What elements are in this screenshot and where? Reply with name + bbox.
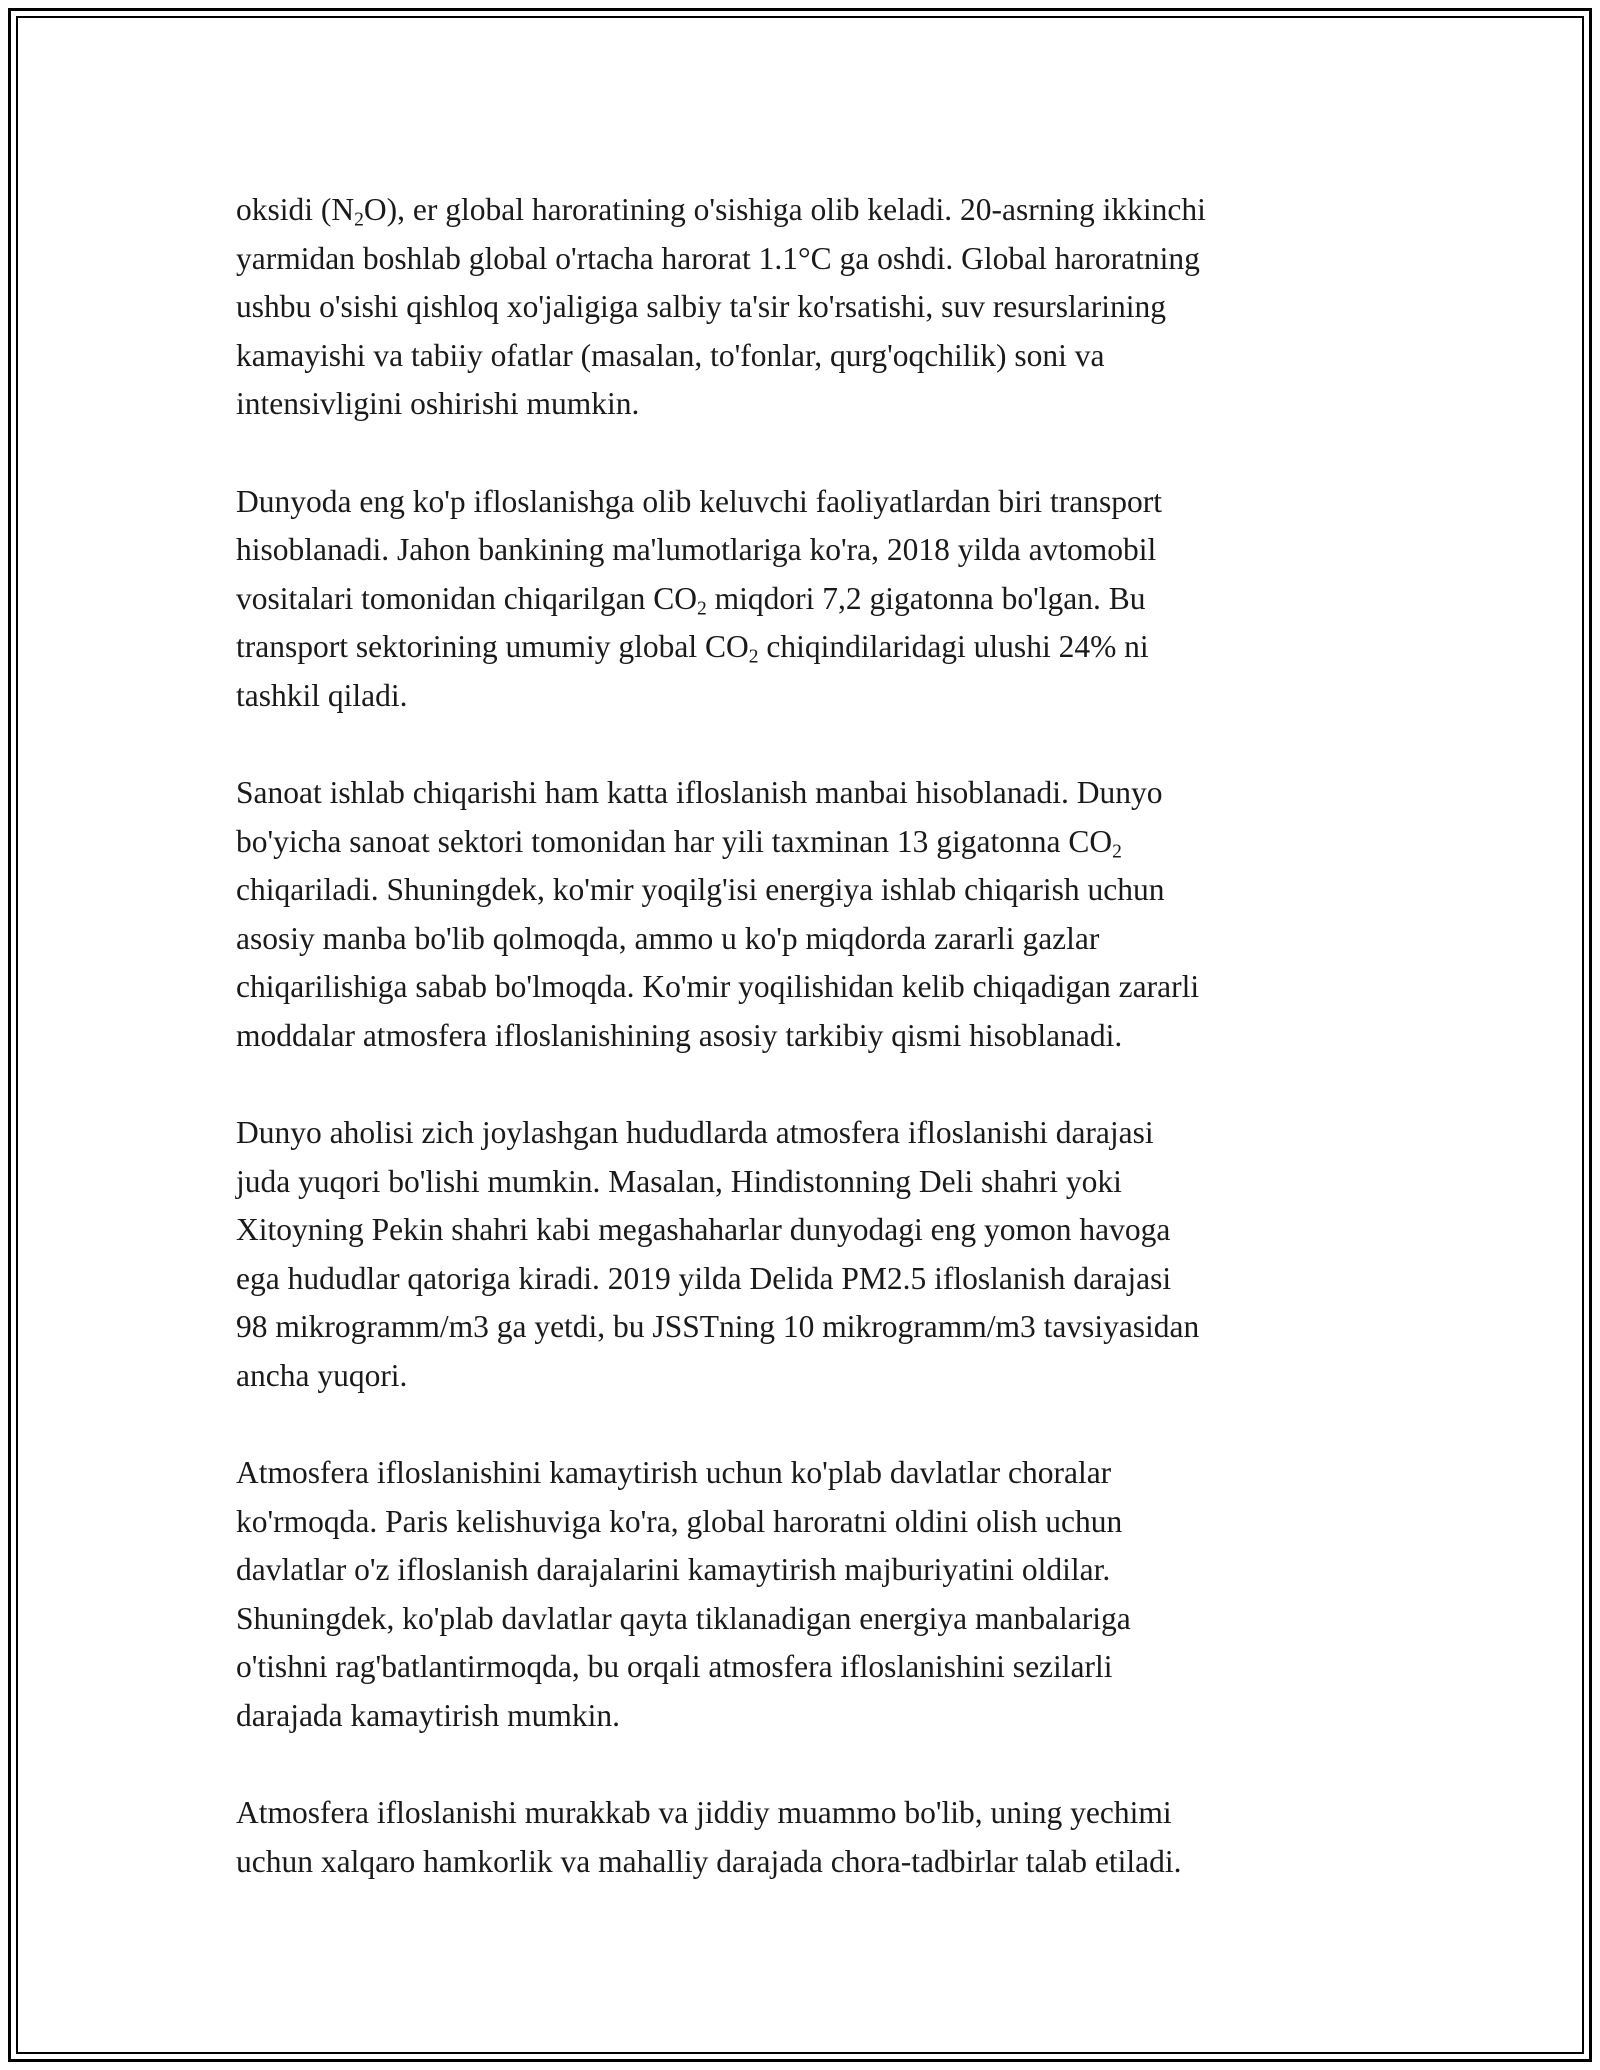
text-segment: Atmosfera ifloslanishini kamaytirish uchun ko'plab davlatlar choralar [236,1455,1112,1490]
subscript: 2 [1112,840,1122,862]
text-line [236,235,1376,284]
text-segment: Dunyoda eng ko'p ifloslanishga olib keluvchi faoliyatlardan biri transport [236,483,1162,519]
text-segment: darajada kamaytirish mumkin. [236,1697,621,1733]
text-segment: chiqarilishiga sabab bo'lmoqda. Ko'mir yoqilishidan kelib chiqadigan zararli [236,969,1200,1004]
text-line [236,526,1376,575]
text-line [236,332,1376,381]
text-segment: Dunyo aholisi zich joylashgan hududlarda atmosfera ifloslanishi darajasi [236,1115,1154,1150]
text-segment: kamayishi va tabiiy ofatlar (masalan, to'fonlar, qurg'oqchilik) soni va [236,337,1105,373]
text-line [236,1255,1376,1304]
text-line [236,1498,1376,1547]
text-segment: transport sektorining umumiy global CO [236,629,749,664]
text-segment: bo'yicha sanoat sektori tomonidan har yili taxminan 13 gigatonna CO [236,823,1113,859]
text-segment: ushbu o'sishi qishloq xo'jaligiga salbiy ta'sir ko'rsatishi, suv resurslarining [236,289,1167,324]
paragraph-3 [236,769,1376,1060]
text-line [236,575,1376,624]
text-line [236,672,1376,721]
text-line [236,1352,1376,1401]
document-body [236,186,1376,1935]
text-line [236,1012,1376,1061]
text-segment: chiqariladi. Shuningdek, ko'mir yoqilg'isi energiya ishlab chiqarish uchun [236,872,1165,907]
text-line [236,623,1376,672]
paragraph-6 [236,1789,1376,1886]
text-line [236,1206,1376,1255]
text-line [236,1692,1376,1741]
text-segment: Atmosfera ifloslanishi murakkab va jiddiy muammo bo'lib, uning yechimi [236,1795,1172,1830]
text-segment: vositalari tomonidan chiqarilgan CO [236,580,698,616]
text-line [236,1109,1376,1158]
text-segment: moddalar atmosfera ifloslanishining asosiy tarkibiy qismi hisoblanadi. [236,1017,1123,1053]
text-line [236,1546,1376,1595]
text-segment: o'tishni rag'batlantirmoqda, bu orqali atmosfera ifloslanishini sezilarli [236,1649,1113,1684]
text-line [236,818,1376,867]
text-segment: O), er global haroratining o'sishiga olib keladi. 20-asrning ikkinchi [363,192,1206,227]
text-line [236,963,1376,1012]
paragraph-5 [236,1449,1376,1740]
text-line [236,1449,1376,1498]
text-segment: Xitoyning Pekin shahri kabi megashaharlar dunyodagi eng yomon havoga [236,1212,1171,1247]
text-line [236,1158,1376,1207]
text-segment: tashkil qiladi. [236,677,408,713]
text-line [236,1303,1376,1352]
text-segment: 98 mikrogramm/m3 ga yetdi, bu JSSTning 10 mikrogramm/m3 tavsiyasidan [236,1309,1200,1344]
paragraph-2 [236,478,1376,721]
text-segment: davlatlar o'z ifloslanish darajalarini kamaytirish majburiyatini oldilar. [236,1552,1111,1587]
text-segment: Sanoat ishlab chiqarishi ham katta ifloslanish manbai hisoblanadi. Dunyo [236,775,1163,810]
text-segment: yarmidan boshlab global o'rtacha harorat 1.1°C ga oshdi. Global haroratning [236,240,1200,276]
text-segment: intensivligini oshirishi mumkin. [236,386,640,421]
text-segment: chiqindilaridagi ulushi 24% ni [758,629,1149,664]
text-segment: oksidi (N [236,192,355,227]
text-line [236,1789,1376,1838]
text-segment: hisoblanadi. Jahon bankining ma'lumotlariga ko'ra, 2018 yilda avtomobil [236,532,1157,567]
text-line [236,1643,1376,1692]
text-line [236,915,1376,964]
text-line [236,380,1376,429]
text-segment: ancha yuqori. [236,1357,408,1393]
text-line [236,1838,1376,1887]
text-line [236,478,1376,527]
text-segment: asosiy manba bo'lib qolmoqda, ammo u ko'p miqdorda zararli gazlar [236,920,1100,956]
subscript: 2 [697,597,707,619]
paragraph-4 [236,1109,1376,1400]
paragraph-1 [236,186,1376,429]
text-segment: ko'rmoqda. Paris kelishuviga ko'ra, global haroratni oldini olish uchun [236,1503,1123,1539]
text-line [236,769,1376,818]
text-segment: miqdori 7,2 gigatonna bo'lgan. Bu [706,580,1146,616]
text-segment: juda yuqori bo'lishi mumkin. Masalan, Hindistonning Deli shahri yoki [236,1163,1122,1199]
text-line [236,1595,1376,1644]
text-segment: Shuningdek, ko'plab davlatlar qayta tiklanadigan energiya manbalariga [236,1600,1131,1636]
text-segment: uchun xalqaro hamkorlik va mahalliy darajada chora-tadbirlar talab etiladi. [236,1843,1182,1879]
text-line [236,186,1376,235]
text-line [236,283,1376,332]
subscript: 2 [354,209,364,231]
text-line [236,866,1376,915]
subscript: 2 [748,646,759,668]
text-segment: ega hududlar qatoriga kiradi. 2019 yilda Delida PM2.5 ifloslanish darajasi [236,1260,1172,1296]
